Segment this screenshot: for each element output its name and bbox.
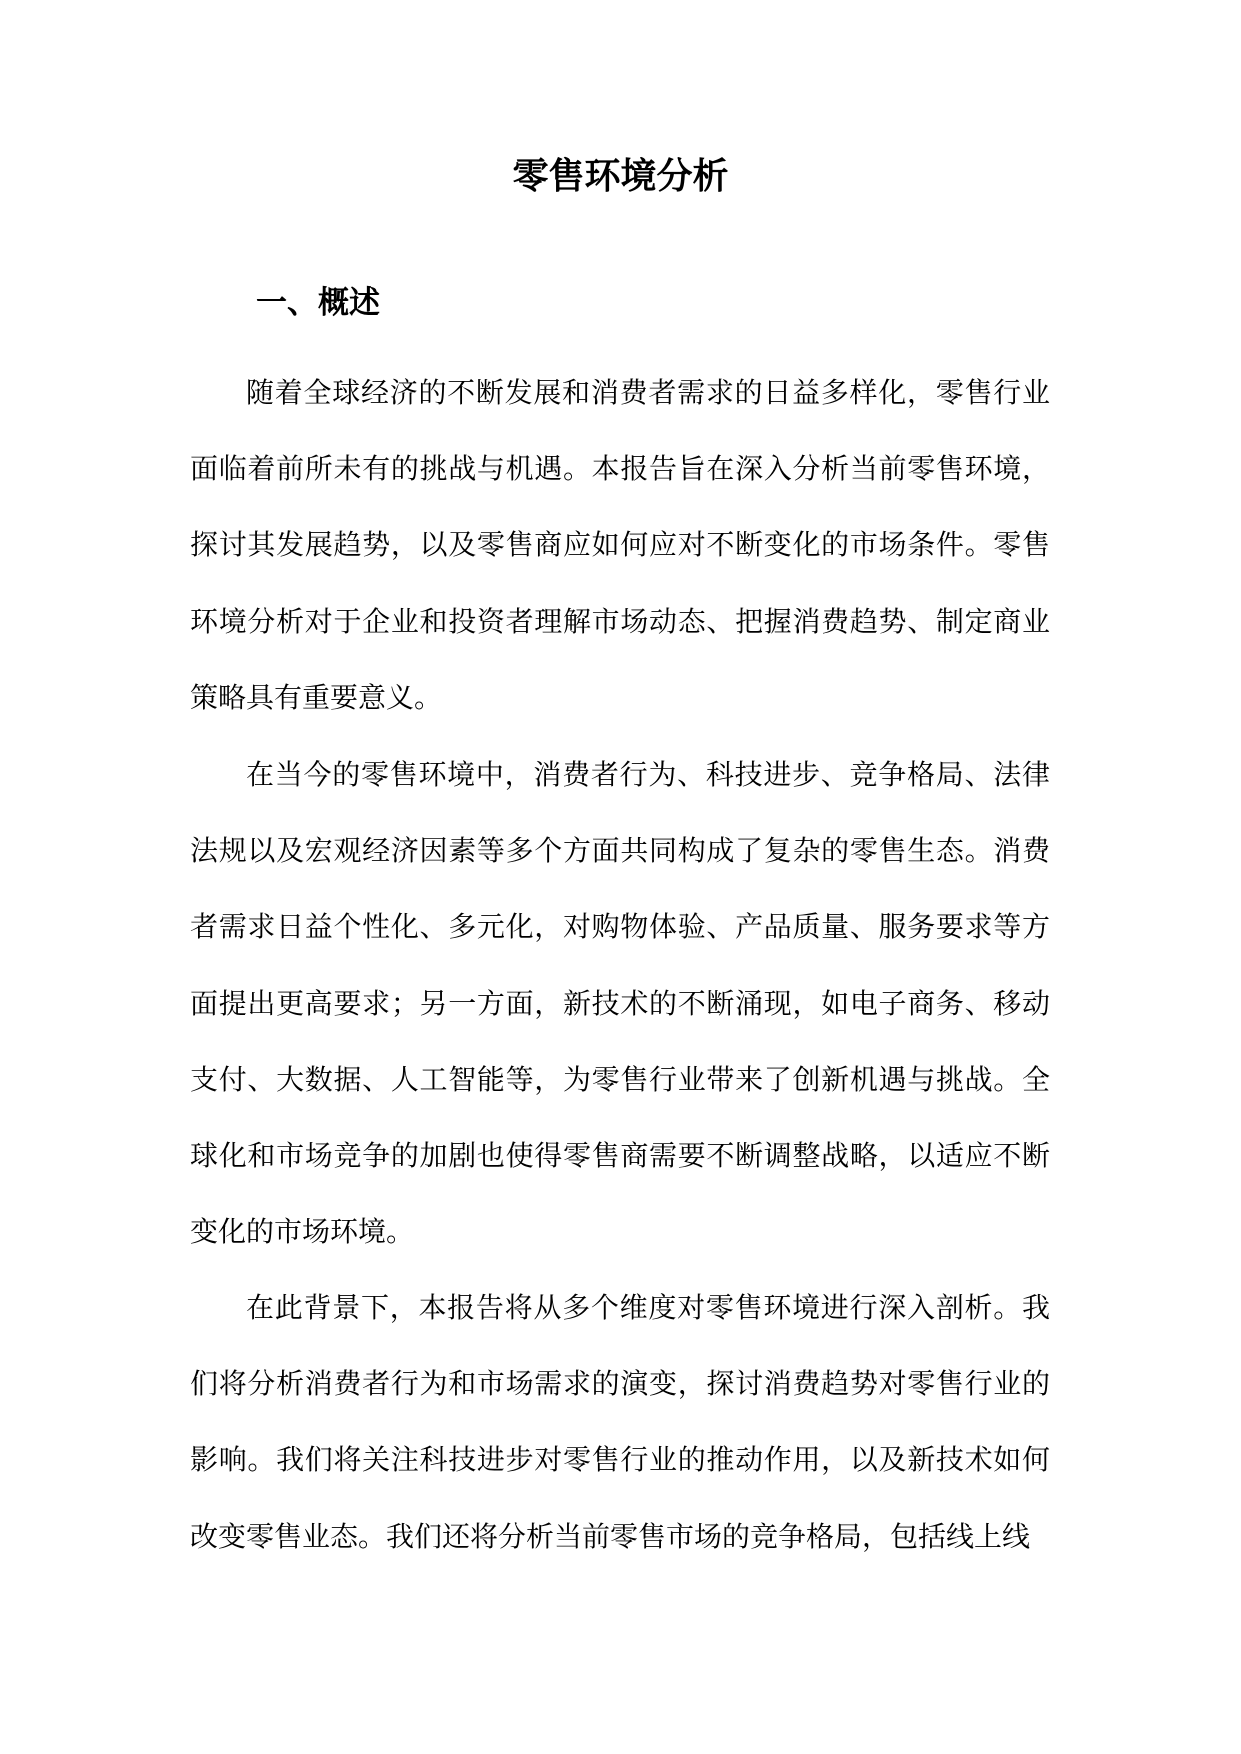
paragraph: 随着全球经济的不断发展和消费者需求的日益多样化，零售行业面临着前所未有的挑战与机遇。本报告旨在深入分析当前零售环境，探讨其发展趋势，以及零售商应如何应对不断变化的市场条件。零售环境分析对于企业和投资者理解市场动态、把握消费趋势、制定商业策略具有重要意义。 — [190, 376, 1050, 714]
paragraph: 在当今的零售环境中，消费者行为、科技进步、竞争格局、法律法规以及宏观经济因素等多个方面共同构成了复杂的零售生态。消费者需求日益个性化、多元化，对购物体验、产品质量、服务要求等方面提出更高要求；另一方面，新技术的不断涌现，如电子商务、移动支付、大数据、人工智能等，为零售行业带来了创新机遇与挑战。全球化和市场竞争的加剧也使得零售商需要不断调整战略，以适应不断变化的市场环境。 — [190, 758, 1050, 1249]
paragraph: 在此背景下，本报告将从多个维度对零售环境进行深入剖析。我们将分析消费者行为和市场需求的演变，探讨消费趋势对零售行业的影响。我们将关注科技进步对零售行业的推动作用，以及新技术如何改变零售业态。我们还将分析当前零售市场的竞争格局，包括线上线 — [190, 1291, 1050, 1553]
section-heading-overview: 一、概述 — [256, 285, 380, 321]
document-title: 零售环境分析 — [512, 155, 729, 197]
